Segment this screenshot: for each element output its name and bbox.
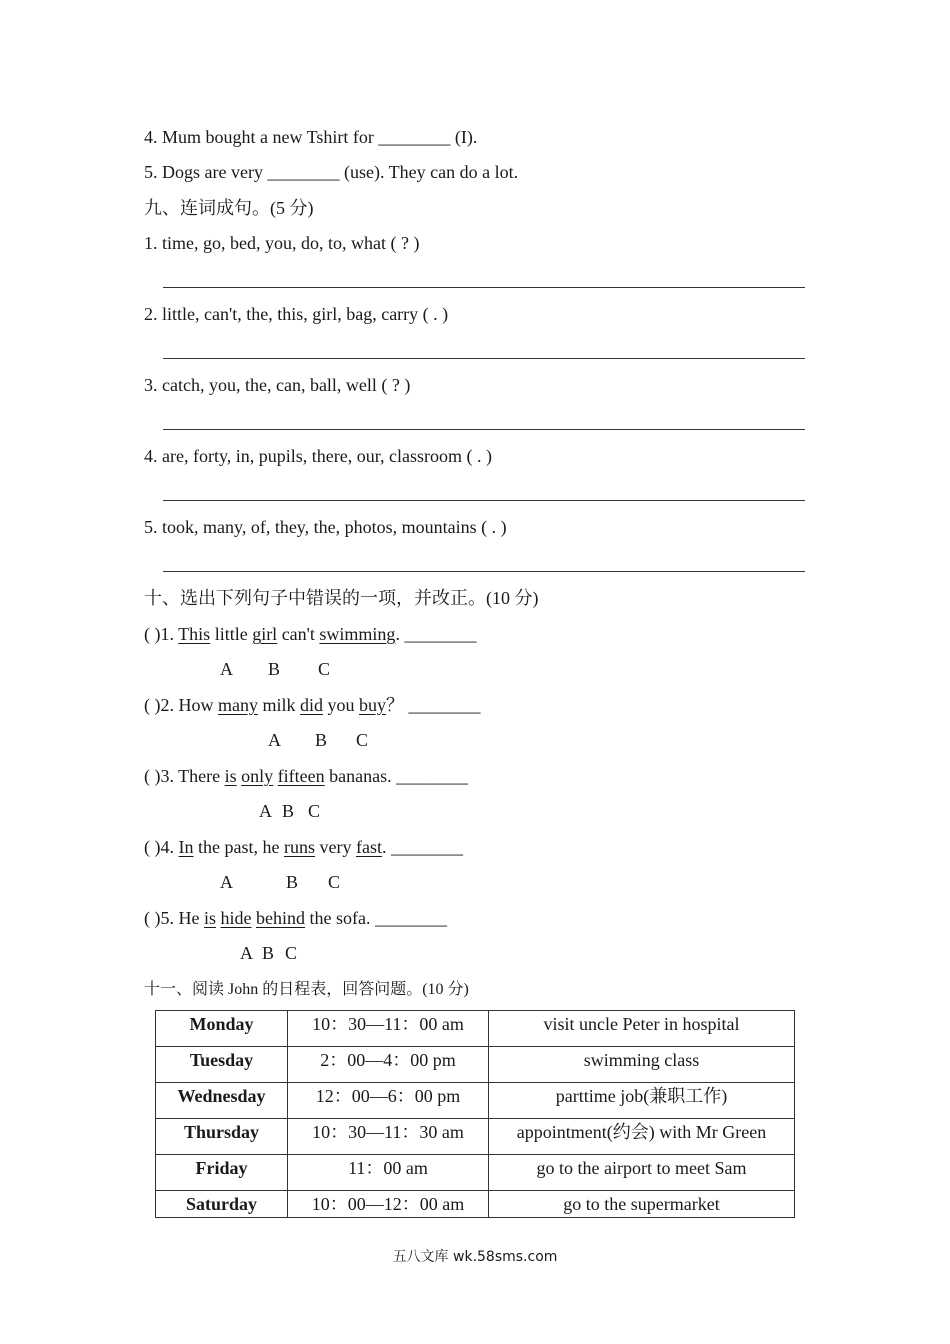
reorder-item-2: 2. little, can't, the, this, girl, bag, carry ( . ) <box>144 304 449 324</box>
item-prefix: ( )2. <box>144 695 179 715</box>
option-letter-c: C <box>308 801 321 821</box>
plain-text: . ________ <box>381 837 463 857</box>
day-cell: Friday <box>156 1155 288 1191</box>
section-heading-11: 十一、阅读 John 的日程表，回答问题。(10 分) <box>144 981 469 998</box>
section-heading-9: 九、连词成句。(5 分) <box>144 198 314 218</box>
plain-text: bananas. ________ <box>324 766 469 786</box>
option-letter-c: C <box>328 872 341 892</box>
plain-text: He <box>178 908 204 928</box>
answer-line-2[interactable] <box>163 358 805 359</box>
section-heading-10: 十、选出下列句子中错误的一项，并改正。(10 分) <box>144 588 539 608</box>
table-row <box>156 1083 795 1119</box>
option-b-word: hide <box>220 908 252 928</box>
option-b-word: girl <box>252 624 278 644</box>
option-a-word: many <box>218 695 258 715</box>
day-cell: Wednesday <box>156 1083 288 1119</box>
time-cell: 10：00—12：00 am <box>288 1191 489 1218</box>
error-item-5 <box>144 907 447 929</box>
plain-text: the past, he <box>193 837 284 857</box>
item-prefix: ( )3. <box>144 766 179 786</box>
activity-cell: swimming class <box>489 1047 795 1083</box>
option-letter-a: A <box>240 943 253 963</box>
option-letter-b: B <box>286 872 299 892</box>
table-row <box>156 1119 795 1155</box>
item-prefix: ( )5. <box>144 908 179 928</box>
plain-text: little <box>210 624 253 644</box>
answer-line-1[interactable] <box>163 287 805 288</box>
option-b-word: runs <box>283 837 315 857</box>
plain-text: How <box>178 695 218 715</box>
option-a-word: is <box>224 766 237 786</box>
reorder-item-5: 5. took, many, of, they, the, photos, mountains ( . ) <box>144 517 507 537</box>
reorder-item-1: 1. time, go, bed, you, do, to, what ( ? ) <box>144 233 420 253</box>
option-a-word: This <box>178 624 211 644</box>
table-row <box>156 1011 795 1047</box>
time-cell: 12：00—6：00 pm <box>288 1083 489 1119</box>
option-c-word: fifteen <box>277 766 325 786</box>
time-cell: 11：00 am <box>288 1155 489 1191</box>
error-item-4 <box>144 836 463 858</box>
reorder-item-3: 3. catch, you, the, can, ball, well ( ? ) <box>144 375 411 395</box>
day-cell: Thursday <box>156 1119 288 1155</box>
option-letter-b: B <box>262 943 275 963</box>
option-c-word: fast <box>355 837 382 857</box>
plain-text: you <box>323 695 360 715</box>
plain-text: very <box>314 837 356 857</box>
reorder-item-4: 4. are, forty, in, pupils, there, our, classroom ( . ) <box>144 446 493 466</box>
plain-text: . ________ <box>395 624 477 644</box>
option-letter-a: A <box>220 659 233 679</box>
option-letter-c: C <box>318 659 331 679</box>
time-cell: 10：30—11：30 am <box>288 1119 489 1155</box>
activity-cell: go to the airport to meet Sam <box>489 1155 795 1191</box>
plain-text: the sofa. ________ <box>305 908 447 928</box>
fill-blank-item-4: 4. Mum bought a new Tshirt for ________ (I). <box>144 127 478 147</box>
option-b-word: did <box>300 695 324 715</box>
option-c-word: swimming <box>319 624 396 644</box>
day-cell: Tuesday <box>156 1047 288 1083</box>
error-item-1 <box>144 623 476 645</box>
schedule-table <box>155 1010 795 1218</box>
item-prefix: ( )1. <box>144 624 179 644</box>
activity-cell: go to the supermarket <box>489 1191 795 1218</box>
error-item-3 <box>144 765 468 787</box>
time-cell: 10：30—11：00 am <box>288 1011 489 1047</box>
item-prefix: ( )4. <box>144 837 179 857</box>
option-letter-b: B <box>282 801 295 821</box>
table-row <box>156 1155 795 1191</box>
option-a-word: is <box>204 908 217 928</box>
option-a-word: In <box>178 837 194 857</box>
table-row <box>156 1047 795 1083</box>
error-item-2 <box>144 694 481 716</box>
footer-watermark: 五八文库 wk.58sms.com <box>392 1249 558 1265</box>
fill-blank-item-5: 5. Dogs are very ________ (use). They can do a lot. <box>144 162 519 182</box>
option-letter-c: C <box>285 943 298 963</box>
option-letter-b: B <box>268 659 281 679</box>
option-letter-b: B <box>315 730 328 750</box>
plain-text: milk <box>258 695 301 715</box>
answer-line-5[interactable] <box>163 571 805 572</box>
activity-cell: parttime job(兼职工作) <box>489 1083 795 1119</box>
day-cell: Saturday <box>156 1191 288 1218</box>
option-letter-a: A <box>259 801 272 821</box>
option-letter-c: C <box>356 730 369 750</box>
option-letter-a: A <box>268 730 281 750</box>
option-c-word: behind <box>256 908 306 928</box>
activity-cell: appointment(约会) with Mr Green <box>489 1119 795 1155</box>
answer-line-4[interactable] <box>163 500 805 501</box>
option-c-word: buy <box>359 695 387 715</box>
answer-line-3[interactable] <box>163 429 805 430</box>
table-row <box>156 1191 795 1218</box>
option-letter-a: A <box>220 872 233 892</box>
day-cell: Monday <box>156 1011 288 1047</box>
time-cell: 2：00—4：00 pm <box>288 1047 489 1083</box>
option-b-word: only <box>241 766 274 786</box>
plain-text: ？ ________ <box>386 695 481 715</box>
plain-text: There <box>178 766 225 786</box>
activity-cell: visit uncle Peter in hospital <box>489 1011 795 1047</box>
plain-text: can't <box>277 624 320 644</box>
